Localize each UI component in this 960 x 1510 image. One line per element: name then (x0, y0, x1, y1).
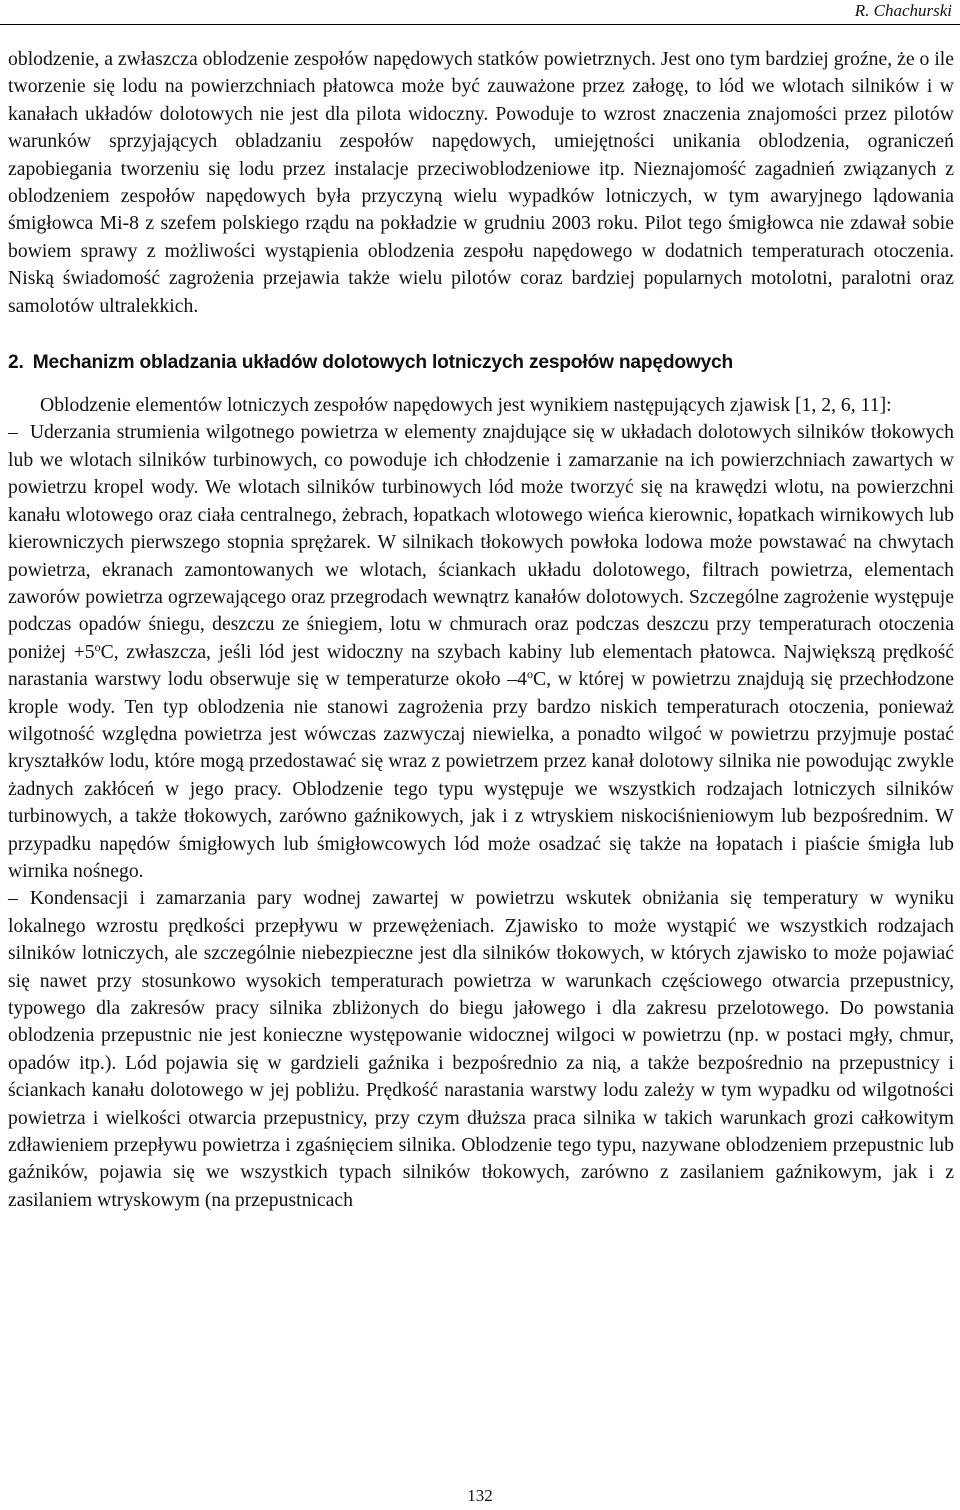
section-intro: Oblodzenie elementów lotniczych zespołów napędowych jest wynikiem następujących zjawisk [1, 2, 6, 11]: (40, 394, 892, 417)
dash-bullet: – (8, 887, 18, 910)
list-item-text: Kondensacji i zamarzania pary wodnej zawartej w powietrzu wskutek obniżania się temperatury w wyniku lokalnego wzrostu prędkości przepływu w przewężeniach. Zjawisko to może wystąpić we wszystkich rodzajach silników lotniczych, ale szczególnie niebezpieczne jest dla silników tłokowych, w których zjawisko to może pojawiać się nawet przy stosunkowo wysokich temperaturach powietrza w warunkach częściowego otwarcia przepustnicy, typowego dla zakresów pracy silnika zbliżonych do biegu jałowego i dla zakresu przelotowego. Do powstania oblodzenia przepustnic nie jest konieczne występowanie widocznej wilgoci w powietrzu (np. w postaci mgły, chmur, opadów itp.). Lód pojawia się w gardzieli gaźnika i bezpośrednio za nią, a także bezpośrednio na przepustnicy i ściankach kanału dolotowego w jej pobliżu. Prędkość narastania warstwy lodu zależy w tym wypadku od wilgotności powietrza i wielkości otwarcia przepustnicy, przy czym dłuższa praca silnika w takich warunkach grozi całkowitym zdławieniem przepływu powietrza i zgaśnięciem silnika. Oblodzenie tego typu, nazywane oblodzeniem przepustnic lub gaźników, pojawia się we wszystkich typach silników tłokowych, zarówno z zasilaniem gaźnikowym, jak i z zasilaniem wtryskowym (na przepustnicach (8, 887, 954, 1211)
dash-bullet: – (8, 421, 18, 444)
list-item-text-part3: C, w której w powietrzu znajdują się przechłodzone krople wody. Ten typ oblodzenia nie stanowi zagrożenia przy bardzo niskich temperaturach otoczenia, ponieważ wilgotność względna powietrza jest wówczas zazwyczaj niewielka, a ponadto wilgoć w powietrzu przyjmuje postać kryształków lodu, które mogą przedostawać się wraz z powietrzem przez kanał dolotowy silnika nie powodując zwykle żadnych zakłóceń w jego pracy. Oblodzenie tego typu występuje we wszystkich rodzajach lotniczych silników turbinowych, a także tłokowych, zarówno gaźnikowych, jak i z wtryskiem niskociśnieniowym lub bezpośrednim. W przypadku napędów śmigłowych lub śmigłowcowych lód może osadzać się także na łopatach i piaście śmigła lub wirnika nośnego. (8, 668, 955, 882)
degree-superscript: o (526, 667, 533, 682)
list-item (8, 419, 954, 885)
section-title: Mechanizm obladzania układów dolotowych lotniczych zespołów napędowych (32, 352, 734, 374)
running-header (0, 0, 960, 25)
list-item-text-part1: Uderzania strumienia wilgotnego powietrza w elementy znajdujące się w układach dolotowych silników tłokowych lub we wlotach silników turbinowych, co powoduje ich chłodzenie i zamarzanie na ich powierzchniach zawartych w powietrzu kropel wody. We wlotach silników turbinowych lód może tworzyć się na krawędzi wlotu, na powierzchni kanału wlotowego oraz ciała centralnego, żebrach, łopatkach wlotowego wieńca kierownic, łopatkach wirnikowych lub kierowniczych pierwszego stopnia sprężarek. W silnikach tłokowych powłoka lodowa może powstawać na chwytach powietrza, ekranach zamontowanych we wlotach, ściankach układu dolotowego, filtrach powietrza, elementach zaworów powietrza ogrzewającego oraz przegrodach wewnątrz kanałów dolotowych. Szczególne zagrożenie występuje podczas opadów śniegu, deszczu ze śniegiem, lotu w chmurach oraz podczas deszczu przy temperaturach otoczenia poniżej +5 (8, 421, 954, 663)
header-author: R. Chachurski (854, 1, 952, 20)
list-item (8, 885, 954, 1214)
page-number: 132 (467, 1486, 493, 1505)
section-heading (8, 350, 954, 376)
degree-superscript: o (94, 639, 101, 654)
list-item-text-part2: C, zwłaszcza, jeśli lód jest widoczny na szybach kabiny lub elementach płatowca. Największą prędkość narastania warstwy lodu obserwuje się w temperaturze około –4 (8, 640, 954, 691)
body-paragraph: oblodzenie, a zwłaszcza oblodzenie zespołów napędowych statków powietrznych. Jest ono tym bardziej groźne, że o ile tworzenie się lodu na powierzchniach płatowca może być zauważone przez załogę, to lód we wlotach silników i w kanałach układów dolotowych nie jest dla pilota widoczny. Powoduje to wzrost znaczenia znajomości przez pilotów warunków sprzyjających obladzaniu zespołów napędowych, umiejętności unikania oblodzenia, ograniczeń zapobiegania tworzeniu się lodu przez instalacje przeciwoblodzeniowe itp. Nieznajomość zagadnień związanych z oblodzeniem zespołów napędowych była przyczyną wielu wypadków lotniczych, w tym awaryjnego lądowania śmigłowca Mi-8 z szefem polskiego rządu na pokładzie w grudniu 2003 roku. Pilot tego śmigłowca nie zdawał sobie bowiem sprawy z możliwości wystąpienia oblodzenia zespołu napędowego w dodatnich temperaturach otoczenia. Niską świadomość zagrożenia przejawia także wielu pilotów coraz bardziej popularnych motolotni, paralotni oraz samolotów ultralekkich. (8, 48, 954, 317)
page-body (8, 46, 954, 1214)
section-number: 2. (8, 352, 24, 374)
